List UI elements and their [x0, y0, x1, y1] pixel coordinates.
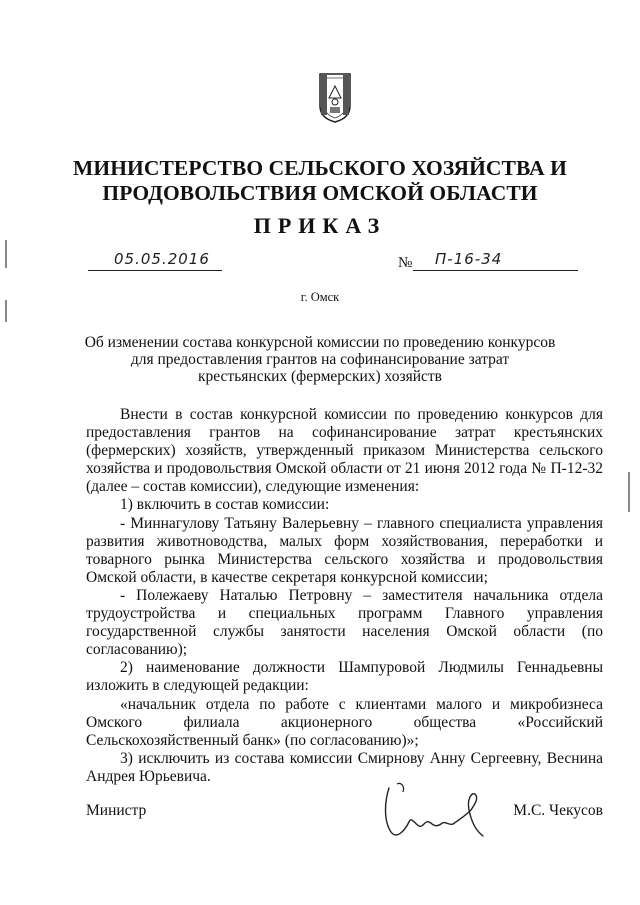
- handwritten-signature: [375, 780, 495, 850]
- signatory-name: М.С. Чекусов: [513, 802, 603, 819]
- scan-artifact: [628, 472, 630, 512]
- order-title: ПРИКАЗ: [253, 213, 387, 238]
- subject-line2: для предоставления грантов на софинансирование затрат: [130, 351, 510, 368]
- body-item-1-member-1: - Миннагулову Татьяну Валерьевну – главного специалиста управления развития животноводства, малых форм хозяйствования, переработки и товарного рынка Министерства сельского хозяйства и продовольствия Омской области, в качестве секретаря конкурсной комиссии;: [86, 514, 603, 586]
- order-number: П-16-34: [435, 250, 503, 268]
- scan-artifact: [5, 240, 7, 268]
- body-paragraph-intro: Внести в состав конкурсной комиссии по проведению конкурсов для предоставления грантов на софинансирование затрат крестьянских (фермерских) хозяйств, утвержденный приказом Министерства сельского хозяйства и продовольствия Омской области от 21 июня 2012 года № П-12-32 (далее – состав комиссии), следующие изменения:: [86, 406, 603, 496]
- body-item-3: 3) исключить из состава комиссии Смирнову Анну Сергеевну, Веснина Андрея Юрьевича.: [86, 749, 603, 785]
- subject-line3: крестьянских (фермерских) хозяйств: [198, 368, 442, 385]
- body-item-1-heading: 1) включить в состав комиссии:: [120, 496, 330, 514]
- body-item-1-member-2: - Полежаеву Наталью Петровну – заместителя начальника отдела трудоустройства и специальных программ Главного управления государственной службы занятости населения Омской области (по согласованию);: [86, 586, 603, 659]
- order-subject: [80, 334, 560, 385]
- ministry-name: [60, 156, 580, 206]
- number-sign: №: [398, 255, 413, 271]
- order-date: 05.05.2016: [114, 250, 210, 268]
- signatory-title: Министр: [86, 802, 147, 819]
- coat-of-arms-icon: [318, 72, 352, 124]
- body-item-2: 2) наименование должности Шампуровой Людмилы Геннадьевны изложить в следующей редакции:: [86, 659, 603, 695]
- city-label: г. Омск: [300, 290, 340, 304]
- ministry-name-line1: МИНИСТЕРСТВО СЕЛЬСКОГО ХОЗЯЙСТВА И: [72, 156, 567, 180]
- subject-line1: Об изменении состава конкурсной комиссии по проведению конкурсов: [84, 334, 556, 351]
- order-body: [86, 406, 603, 786]
- ministry-name-line2: ПРОДОВОЛЬСТВИЯ ОМСКОЙ ОБЛАСТИ: [102, 181, 538, 205]
- scan-artifact: [5, 300, 7, 322]
- number-field: [413, 250, 578, 271]
- date-field: [88, 250, 222, 271]
- body-item-2-new-title: «начальник отдела по работе с клиентами малого и микробизнеса Омского филиала акционерного общества «Российский Сельскохозяйственный банк» (по согласованию)»;: [86, 695, 603, 749]
